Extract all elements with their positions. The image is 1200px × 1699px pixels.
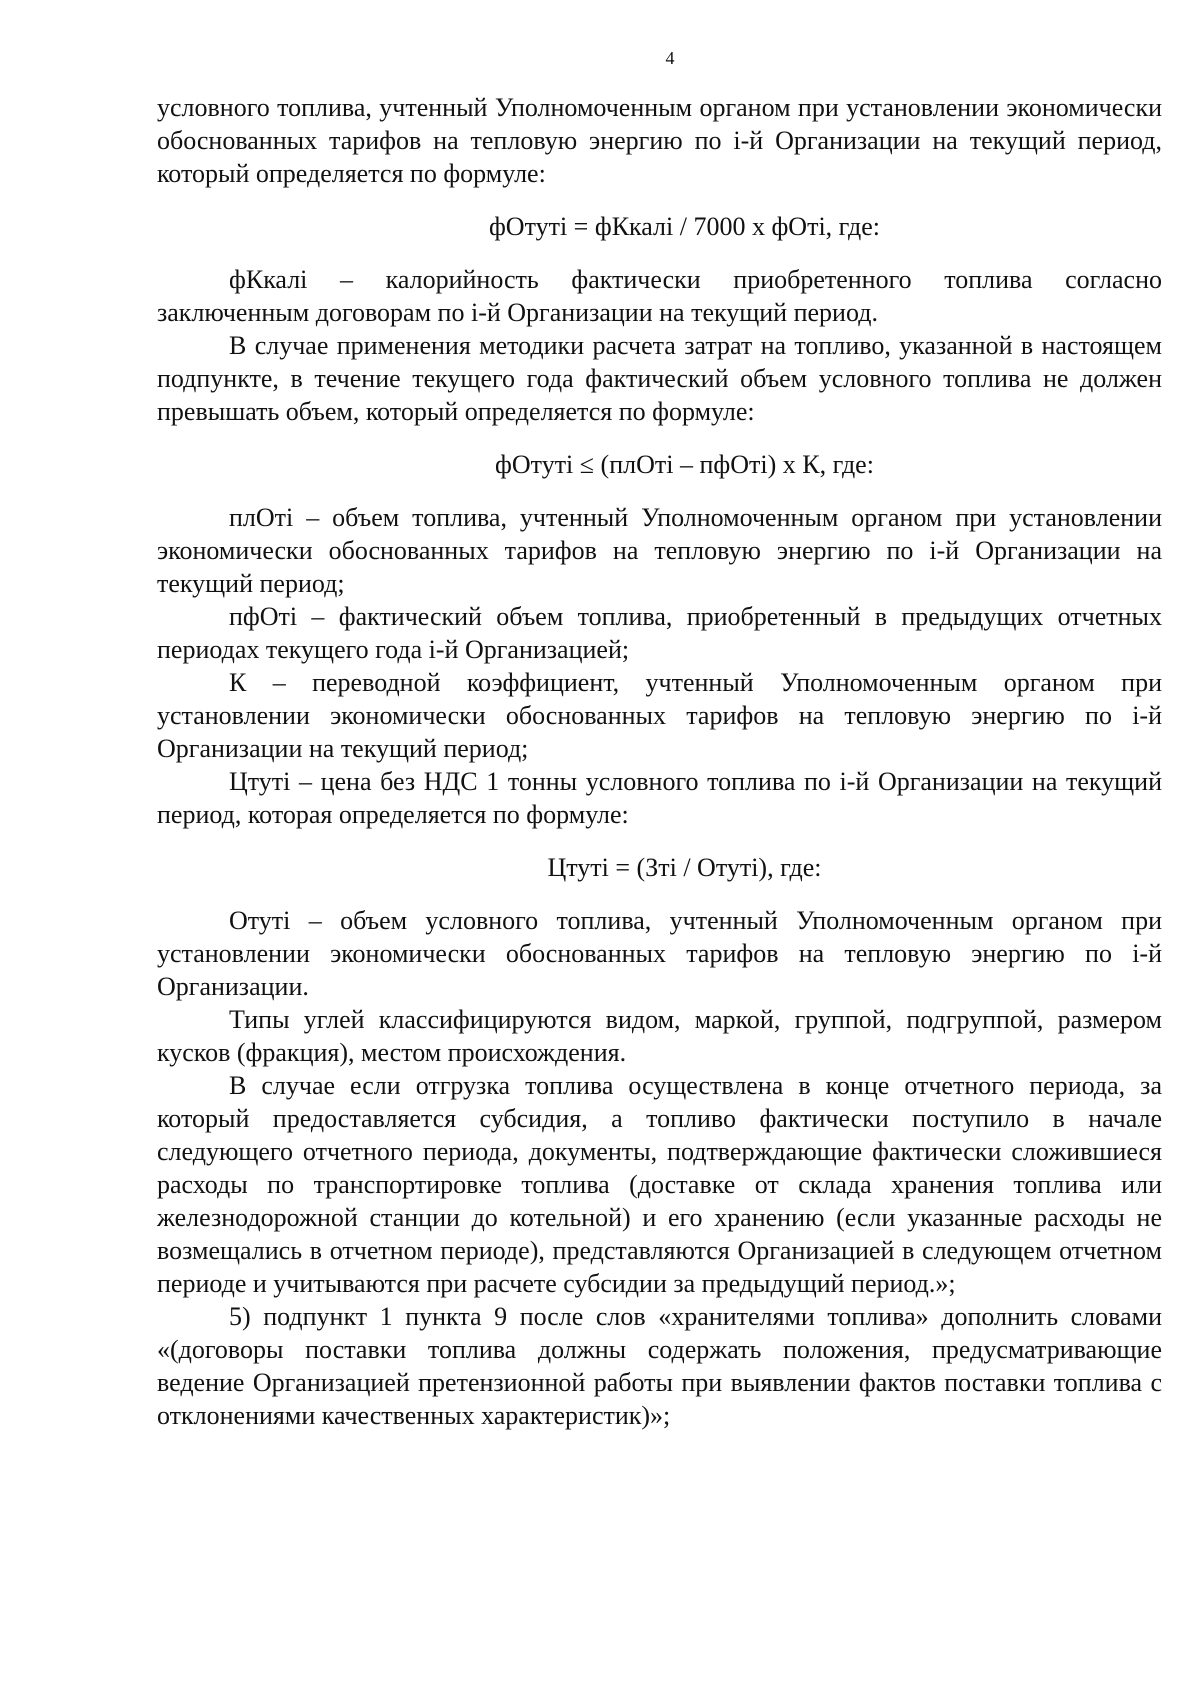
formula-fuel-price: Цтуті = (Зті / Отуті), где: [547,853,822,882]
paragraph-amendment-item-5: 5) подпункт 1 пункта 9 после слов «хранителями топлива» дополнить словами «(договоры поставки топлива должны содержать положения, предусматривающие ведение Организацией претензионной работы при выявлении фактов поставки топлива с отклонениями качественных характеристик)»; [157,1302,1162,1430]
paragraph-methodology-limit: В случае применения методики расчета затрат на топливо, указанной в настоящем подпункте, в течение текущего года фактический объем условного топлива не должен превышать объем, который определяется по формуле: [157,331,1162,426]
paragraph-calorific-value: фКкалі – калорийность фактически приобретенного топлива согласно заключенным договорам по i-й Организации на текущий период. [157,265,1162,327]
page-number: 4 [665,48,675,68]
paragraph-planned-volume: плОті – объем топлива, учтенный Уполномоченным органом при установлении экономически обоснованных тарифов на тепловую энергию по i-й Организации на текущий период; [157,503,1162,598]
paragraph-conditional-fuel-intro: условного топлива, учтенный Уполномоченным органом при установлении экономически обоснованных тарифов на тепловую энергию по i-й Организации на текущий период, который определяется по формуле: [157,93,1162,188]
document-body [157,91,1162,1432]
paragraph-conditional-fuel-price: Цтуті – цена без НДС 1 тонны условного топлива по i-й Организации на текущий период, которая определяется по формуле: [157,767,1162,829]
paragraph-conversion-coefficient: К – переводной коэффициент, учтенный Уполномоченным органом при установлении экономически обоснованных тарифов на тепловую энергию по i-й Организации на текущий период; [157,668,1162,763]
paragraph-conditional-fuel-volume: Отуті – объем условного топлива, учтенный Уполномоченным органом при установлении экономически обоснованных тарифов на тепловую энергию по i-й Организации. [157,906,1162,1001]
paragraph-shipment-timing: В случае если отгрузка топлива осуществлена в конце отчетного периода, за который предоставляется субсидия, а топливо фактически поступило в начале следующего отчетного периода, документы, подтверждающие фактически сложившиеся расходы по транспортировке топлива (доставке от склада хранения топлива или железнодорожной станции до котельной) и его хранению (если указанные расходы не возмещались в отчетном периоде), представляются Организацией в следующем отчетном периоде и учитываются при расчете субсидии за предыдущий период.»; [157,1071,1162,1298]
formula-actual-conditional-fuel: фОтуті = фКкалі / 7000 х фОті, где: [488,212,881,241]
paragraph-previous-actual-volume: пфОті – фактический объем топлива, приобретенный в предыдущих отчетных периодах текущего года i-й Организацией; [157,602,1162,664]
formula-volume-limit: фОтуті ≤ (плОті – пфОті) х К, где: [495,450,874,479]
paragraph-coal-types: Типы углей классифицируются видом, маркой, группой, подгруппой, размером кусков (фракция), местом происхождения. [157,1005,1162,1067]
